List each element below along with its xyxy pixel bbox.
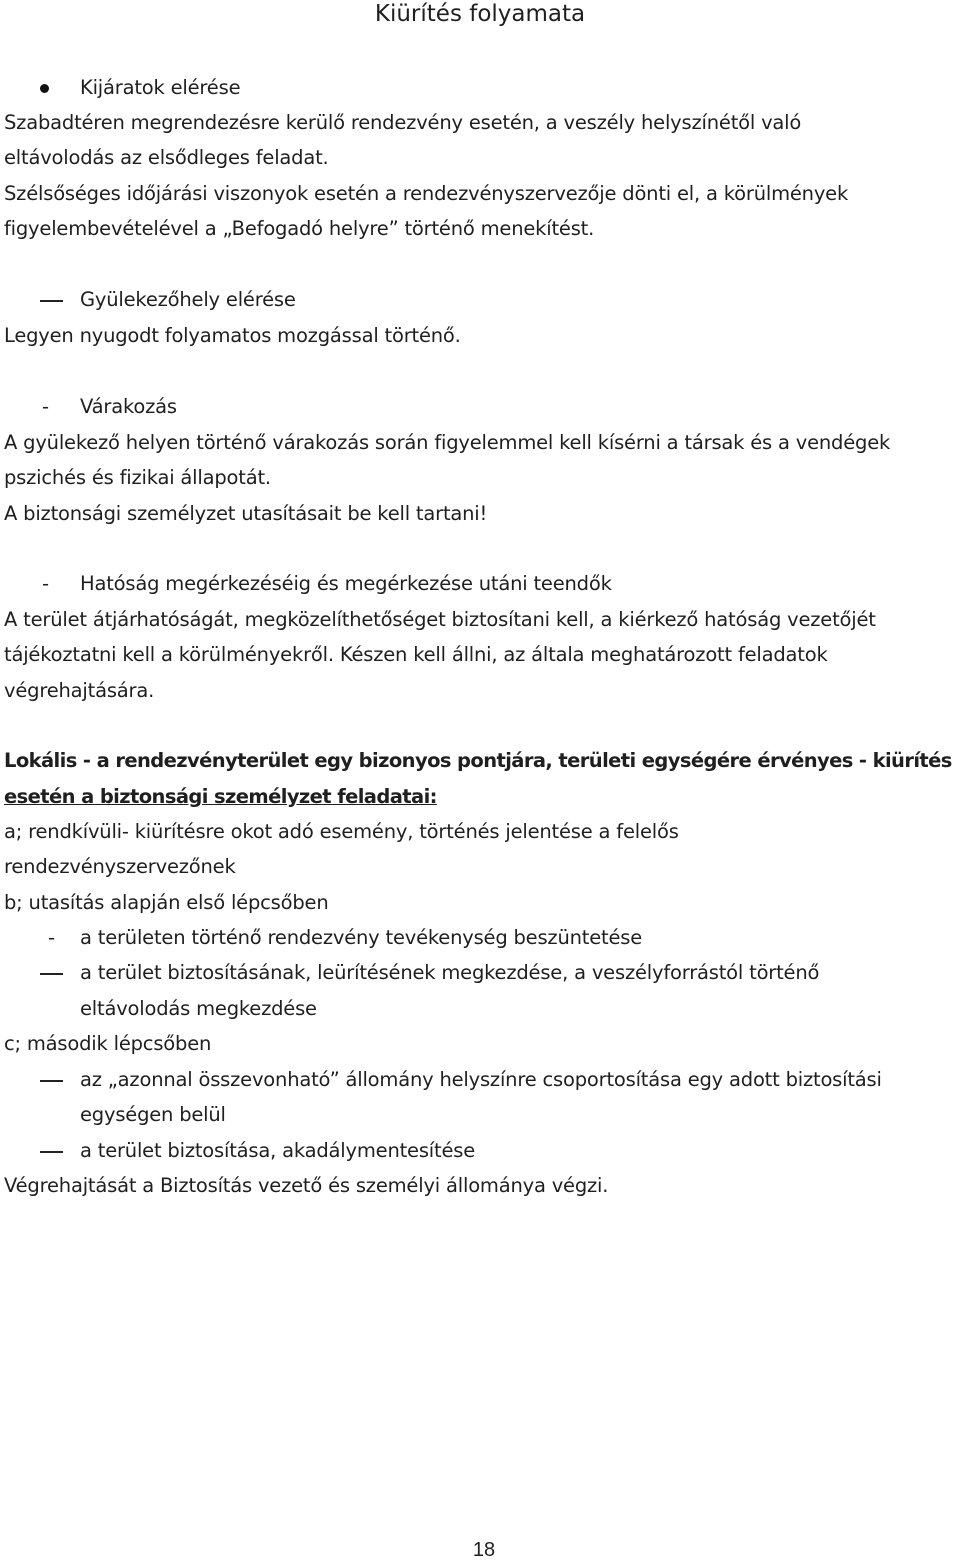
list-marker: - [48,926,56,949]
dash-icon [40,300,63,302]
paragraph-line: Szabadtéren megrendezésre kerülő rendezvény esetén, a veszély helyszínétől való [4,111,802,134]
paragraph-line: Legyen nyugodt folyamatos mozgással történő. [4,324,461,347]
paragraph-line: tájékoztatni kell a körülményekről. Készen kell állni, az általa meghatározott feladatok [4,643,828,666]
section-heading-kijaratok: Kijáratok elérése [80,76,241,99]
paragraph-line: rendezvényszervezőnek [4,855,236,878]
paragraph-line: végrehajtására. [4,679,155,702]
list-item-text: a terület biztosításának, leürítésének megkezdése, a veszélyforrástól történő [80,961,820,984]
section-heading-lokalis: Lokális - a rendezvényterület egy bizonyos pontjára, területi egységére érvényes - kiürítés [4,749,952,772]
page-title: Kiürítés folyamata [374,1,586,27]
paragraph-line: A biztonsági személyzet utasításait be kell tartani! [4,502,488,525]
dash-icon [40,973,63,975]
page-number: 18 [472,1539,496,1561]
paragraph-line: eltávolodás az elsődleges feladat. [4,146,329,169]
list-item-text: a területen történő rendezvény tevékenység beszüntetése [80,926,643,949]
list-marker: - [42,395,50,418]
paragraph-line: Szélsőséges időjárási viszonyok esetén a rendezvényszervezője dönti el, a körülmények [4,182,849,205]
paragraph-line: A gyülekező helyen történő várakozás során figyelemmel kell kísérni a társak és a vendégek [4,431,891,454]
paragraph-line: c; második lépcsőben [4,1032,212,1055]
section-heading-lokalis-cont: esetén a biztonsági személyzet feladatai: [4,785,437,808]
bullet-icon [40,84,49,93]
paragraph-line: A terület átjárhatóságát, megközelíthetőséget biztosítani kell, a kiérkező hatóság vezetőjét [4,608,876,631]
paragraph-line: figyelembevételével a „Befogadó helyre” történő menekítést. [4,217,595,240]
paragraph-line: b; utasítás alapján első lépcsőben [4,891,329,914]
closing-sentence: Végrehajtását a Biztosítás vezető és személyi állománya végzi. [4,1174,609,1197]
list-item-text: az „azonnal összevonható” állomány helyszínre csoportosítása egy adott biztosítási [80,1068,882,1091]
list-marker: - [42,572,50,595]
list-item-text: a terület biztosítása, akadálymentesítése [80,1139,476,1162]
dash-icon [40,1151,63,1153]
section-heading-hatosag: Hatóság megérkezéséig és megérkezése utáni teendők [80,572,612,595]
section-heading-varakozas: Várakozás [80,395,177,418]
section-heading-gyulekezohely: Gyülekezőhely elérése [80,288,296,311]
paragraph-line: pszichés és fizikai állapotát. [4,466,271,489]
list-item-text: egységen belül [80,1103,226,1126]
dash-icon [40,1080,63,1082]
list-item-text: eltávolodás megkezdése [80,997,317,1020]
paragraph-line: a; rendkívüli- kiürítésre okot adó esemény, történés jelentése a felelős [4,820,679,843]
